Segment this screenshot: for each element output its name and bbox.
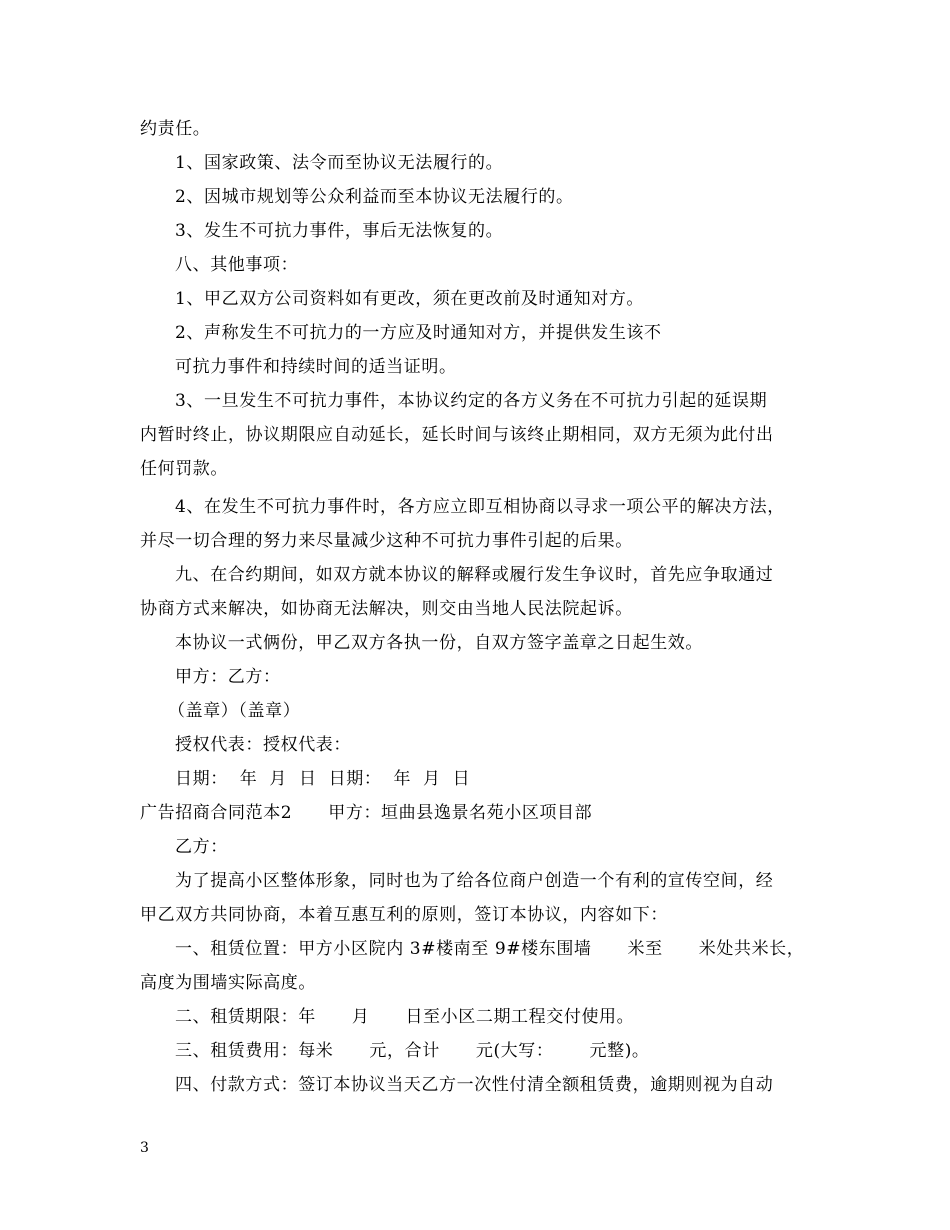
text-line: 内暂时终止，协议期限应自动延长，延长时间与该终止期相同，双方无须为此付出 <box>140 425 774 445</box>
text-line: 3、发生不可抗力事件，事后无法恢复的。 <box>175 221 504 241</box>
text-line: 本协议一式俩份，甲乙双方各执一份，自双方签字盖章之日起生效。 <box>175 633 703 653</box>
text-line: 一、租赁位置：甲方小区院内 3#楼南至 9#楼东围墙 米至 米处共米长， <box>175 939 805 959</box>
text-line: 并尽一切合理的努力来尽量减少这种不可抗力事件引起的后果。 <box>140 531 633 551</box>
text-line: 任何罚款。 <box>140 459 228 479</box>
text-line: 四、付款方式：签订本协议当天乙方一次性付清全额租赁费，逾期则视为自动 <box>175 1075 774 1095</box>
text-line: 九、在合约期间，如双方就本协议的解释或履行发生争议时，首先应争取通过 <box>175 565 774 585</box>
text-line: 乙方： <box>175 837 228 857</box>
text-line: 2、声称发生不可抗力的一方应及时通知对方，并提供发生该不 <box>175 323 662 343</box>
text-line: 协商方式来解决，如协商无法解决，则交由当地人民法院起诉。 <box>140 599 633 619</box>
text-line: 甲方：乙方： <box>175 667 281 687</box>
text-line: 授权代表：授权代表： <box>175 735 351 755</box>
text-line: 1、国家政策、法令而至协议无法履行的。 <box>175 153 504 173</box>
text-line: 约责任。 <box>140 119 211 139</box>
text-line: 4、在发生不可抗力事件时，各方应立即互相协商以寻求一项公平的解决方法， <box>175 497 785 517</box>
text-line: 广告招商合同范本2 甲方：垣曲县逸景名苑小区项目部 <box>140 803 593 823</box>
text-line: 三、租赁费用：每米 元，合计 元(大写： 元整)。 <box>175 1041 650 1061</box>
text-line: 高度为围墙实际高度。 <box>140 973 316 993</box>
text-line: 日期： 年 月 日 日期： 年 月 日 <box>175 769 471 789</box>
text-line: 3、一旦发生不可抗力事件，本协议约定的各方义务在不可抗力引起的延误期 <box>175 391 768 411</box>
text-line: 可抗力事件和持续时间的适当证明。 <box>175 357 457 377</box>
text-line: 2、因城市规划等公众利益而至本协议无法履行的。 <box>175 187 574 207</box>
text-line: 二、租赁期限：年 月 日至小区二期工程交付使用。 <box>175 1007 635 1027</box>
text-line: （盖章）（盖章） <box>168 701 301 721</box>
text-line: 1、甲乙双方公司资料如有更改，须在更改前及时通知对方。 <box>175 289 645 309</box>
text-line: 八、其他事项： <box>175 255 299 275</box>
text-line: 甲乙双方共同协商，本着互惠互利的原则，签订本协议，内容如下： <box>140 905 668 925</box>
text-line: 为了提高小区整体形象，同时也为了给各位商户创造一个有利的宣传空间，经 <box>175 871 774 891</box>
page-number: 3 <box>140 1140 149 1156</box>
